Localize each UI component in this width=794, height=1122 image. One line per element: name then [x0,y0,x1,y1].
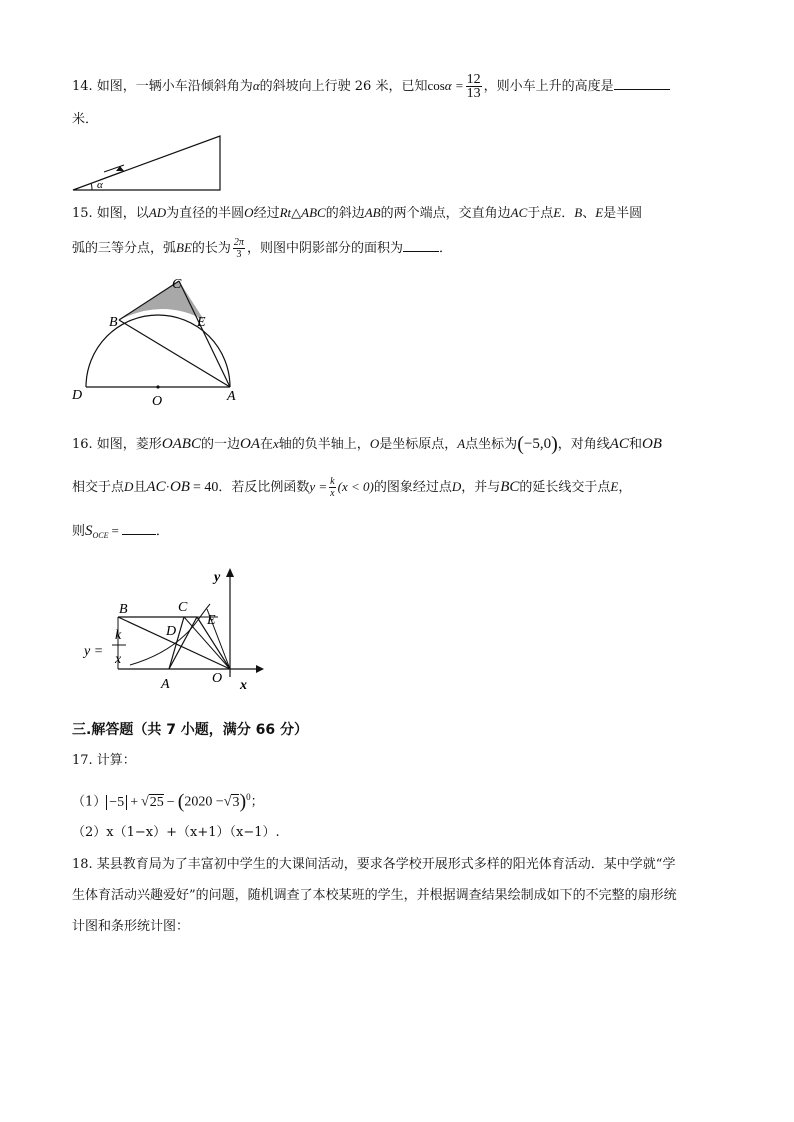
slope-triangle [73,136,220,190]
q16-text-2g: ， [618,480,632,495]
label-C: C [172,277,182,292]
shaded-region [119,281,204,320]
func-k: k [115,628,122,643]
q15-text-d: 的斜边 [325,206,365,221]
q16-text-3a: 则 [72,524,86,539]
sym-OABC: OABC [161,436,201,452]
triangle-symbol: △ [291,206,302,221]
sym-O: O [244,205,254,220]
q16-text-e: 是坐标原点， [379,437,458,452]
sym-BC: BC [500,479,520,495]
q18-line2: 生体育活动兴趣爱好”的问题，随机调查了本校某班的学生，并根据调查结果绘制成如下的不完整的扇形统 [72,888,677,903]
paren-close: ) [551,433,558,455]
q16-text-2a: 相交于点 [72,480,125,495]
x-axis-arrow-icon [256,665,264,673]
sym-Rt: Rt [279,205,292,220]
q16-line3 [72,520,169,546]
abs-value: −5 [106,795,127,810]
sym-A: A [457,436,466,451]
sym-AB: AB [364,205,381,220]
q15-text-2c: ，则图中阴影部分的面积为 [246,241,403,256]
sym-BE: BE [176,240,192,255]
q16-text-2f: 的延长线交于点 [519,480,611,495]
plus-sign: + [130,794,139,810]
sym-E2: E [595,205,604,220]
sym-O: O [369,436,380,451]
label-D: D [72,388,83,403]
q16-text-3b: ． [155,524,169,539]
q15-text-2b: 的长为 [191,241,231,256]
q15-line1 [72,203,642,224]
q15-line2 [72,237,452,260]
paren-open: ( [177,790,185,813]
q14-text-mid: 的斜坡向上行驶 26 米，已知 [259,79,428,94]
q14-text-suffix: ，则小车上升的高度是 [483,79,614,94]
q15-text-b: 为直径的半圆 [166,206,245,221]
q15-sep: 、 [582,206,596,221]
q16-text-2b: 且 [133,480,147,495]
q14-line1 [72,73,670,100]
section-3-title: 三.解答题（共 7 小题，满分 66 分） [72,722,309,738]
sym-D: D [124,479,134,494]
answer-blank[interactable] [122,520,156,535]
q14-figure [70,132,225,194]
label-O: O [212,671,223,686]
q16-text-2e: ，并与 [461,480,501,495]
q15-figure [68,270,248,410]
frac-k: k [330,476,335,487]
label-D: D [166,624,177,639]
q16-text-2c: ．若反比例函数 [218,480,310,495]
sym-S: S [85,523,93,539]
sqrt-symbol: √ [141,794,149,810]
q15-text-g: ． [561,206,575,221]
frac-num: 2π [233,237,244,248]
arrow-icon [116,166,124,171]
q16-fraction [329,476,335,499]
sym-AC2: AC [146,479,166,495]
y-eq: y = [309,479,328,494]
q15-text-2d: ． [438,241,452,256]
q16-text-g: ，对角线 [557,437,610,452]
func-y-eq: y = [84,644,104,659]
q14-fraction [466,73,482,100]
sym-OA: OA [240,436,260,452]
q15-text-c: 经过 [253,206,280,221]
q15-text-e: 的两个端点，交直角边 [380,206,511,221]
q16-text-f: 点坐标为 [465,437,518,452]
sqrt-25: 25 [149,794,164,810]
answer-blank[interactable] [614,75,670,90]
alpha-symbol: α [252,78,260,93]
sym-AC: AC [609,436,629,452]
paren-open: ( [517,433,524,455]
sym-B: B [574,205,583,220]
year-term: 2020 − [184,794,224,810]
cos-eq: α = [444,78,464,93]
func-x: x [115,652,122,667]
q16-figure [80,562,270,697]
coord-A: −5,0 [523,436,552,452]
q16-text-d: 轴的负半轴上， [278,437,370,452]
sym-AD: AD [148,205,167,220]
q16-line1 [72,434,662,455]
domain-condition: (x < 0) [337,479,374,494]
semicircle-arc [86,315,230,387]
frac-den: 3 [236,249,242,260]
q15-fraction [233,237,245,260]
paren-close: ) [239,790,247,813]
q15-text-f: 于点 [527,206,554,221]
sym-S-subscript: OCE [92,531,109,540]
sym-x: x [273,436,279,451]
label-E: E [207,613,216,628]
center-O-dot [156,385,159,388]
frac-den: 13 [466,86,481,101]
sqrt-3: 3 [232,794,240,810]
sym-ABC: ABC [301,205,326,220]
label-C: C [178,600,188,615]
label-A: A [227,389,236,404]
q14-text: 14. 如图，一辆小车沿倾斜角为 [72,79,253,94]
q15-text-h: 是半圆 [603,206,643,221]
q16-text-c: 在 [260,437,274,452]
q16-text-h: 和 [628,437,642,452]
q17-title: 17. 计算： [72,753,136,768]
label-y-axis: y [214,570,221,585]
q14-line2: 米． [72,112,99,127]
q15-text-2a: 弧的三等分点，弧 [72,241,177,256]
dot-operator: · [165,479,170,494]
sym-OB: OB [641,436,662,452]
fig-alpha-label: α [97,179,103,191]
angle-arc [91,183,92,190]
sym-E: E [610,479,619,494]
sym-D2: D [451,479,462,494]
cos-symbol: cos [427,78,445,93]
label-E: E [197,315,206,330]
frac-x: x [330,488,335,499]
eq-40: = 40 [192,480,219,495]
q16-text-2d: 的图象经过点 [373,480,452,495]
part1-label: （1） [72,794,107,810]
sym-E: E [553,205,562,220]
q16-text: 16. 如图，菱形 [72,437,162,452]
label-A: A [161,677,170,692]
label-x-axis: x [240,678,247,693]
label-B: B [119,602,128,617]
q16-line2 [72,476,631,499]
arrow-shaft [100,171,124,180]
exponent-zero: 0 [246,792,251,802]
minus-sign: − [166,794,175,810]
q16-text-b: 的一边 [200,437,240,452]
part1-end: ； [250,794,264,810]
label-O: O [152,394,163,409]
sqrt-symbol-2: √ [223,794,232,810]
label-B: B [109,315,118,330]
q18-line1: 18. 某县教育局为了丰富初中学生的大课间活动，要求各学校开展形式多样的阳光体育活动．某中学就“学 [72,857,676,872]
sym-OB2: OB [169,479,190,495]
y-axis-arrow-icon [226,568,234,577]
q15-text: 15. 如图，以 [72,206,149,221]
q17-part2: （2）x（1−x）+（x+1）（x−1）. [72,825,280,840]
answer-blank[interactable] [403,237,439,252]
sym-AC: AC [510,205,528,220]
q18-line3: 计图和条形统计图： [72,919,190,934]
eq-sign: = [111,523,119,538]
frac-num: 12 [466,72,481,87]
q17-part1 [72,787,264,813]
